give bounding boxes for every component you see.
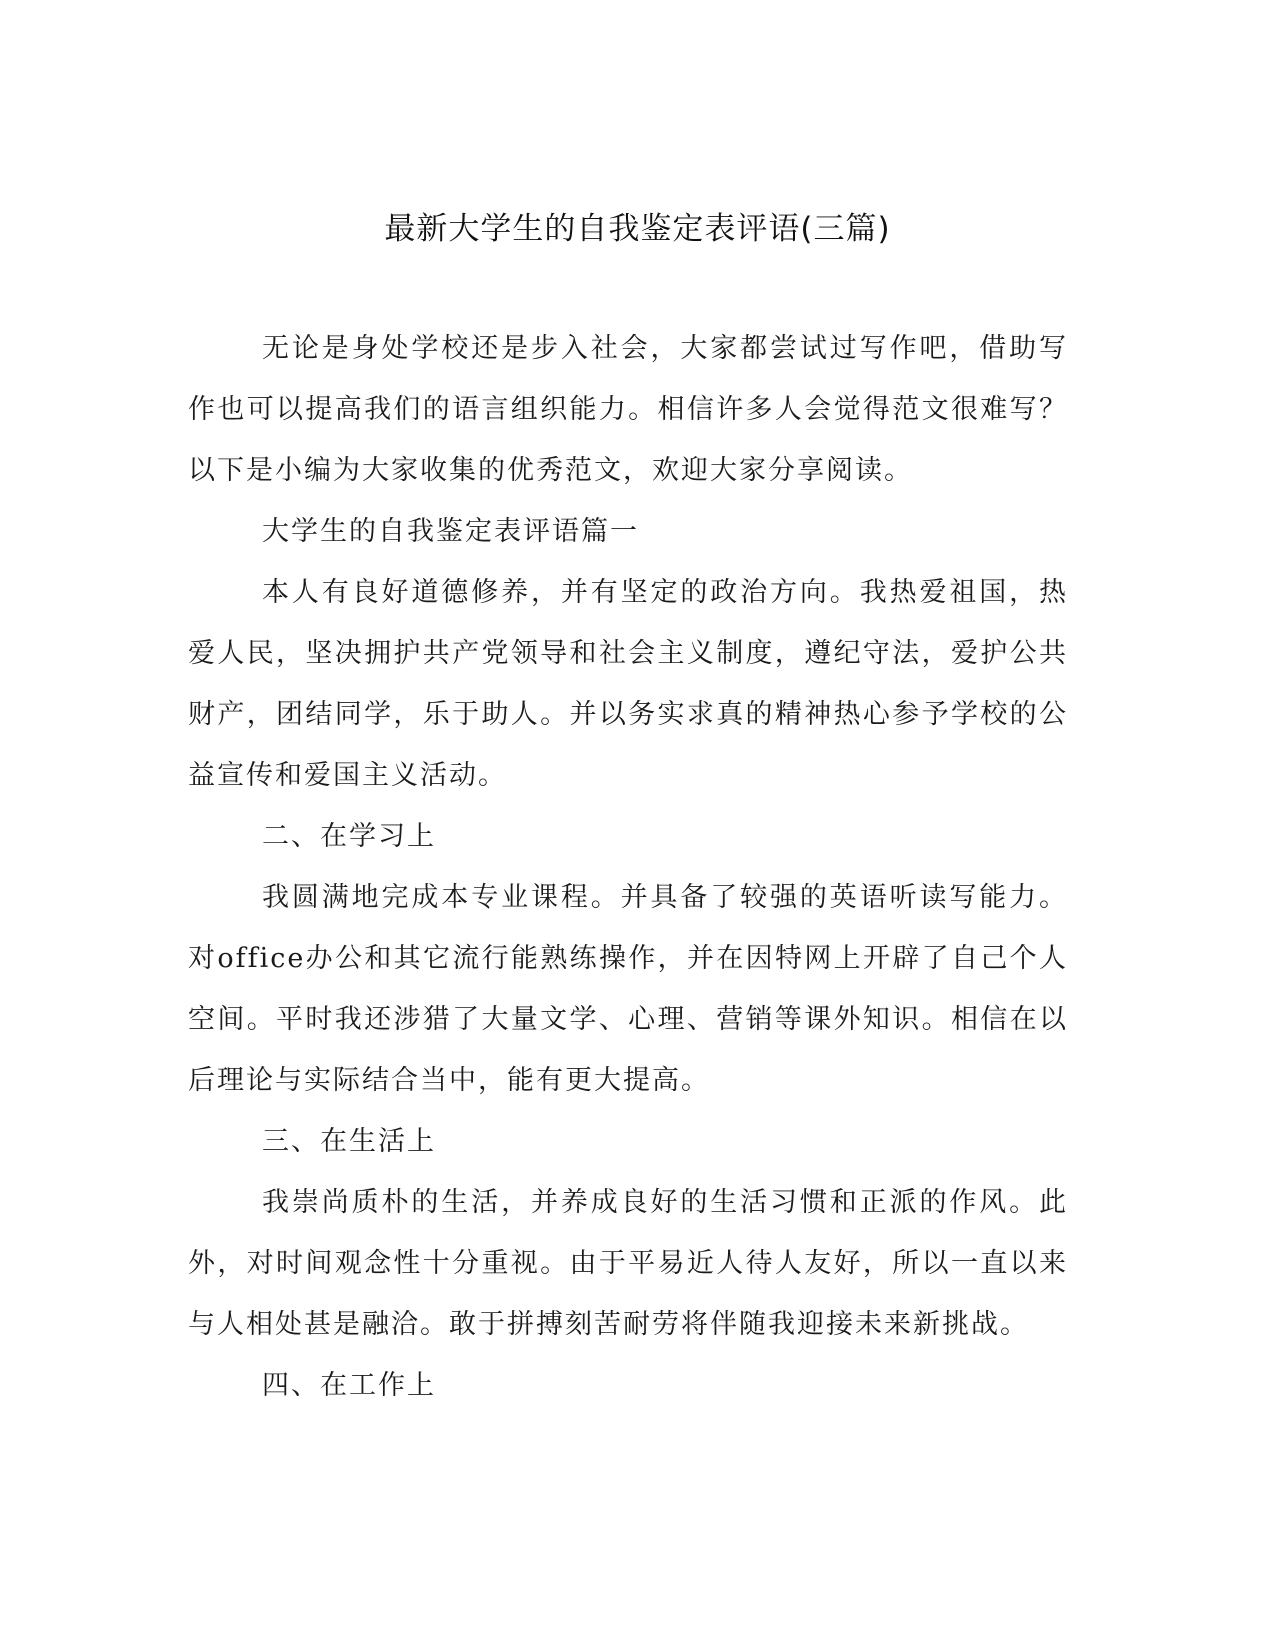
section-heading: 三、在生活上 — [262, 1126, 436, 1157]
section-heading: 四、在工作上 — [262, 1370, 436, 1401]
intro-paragraph: 无论是身处学校还是步入社会，大家都尝试过写作吧，借助写作也可以提高我们的语言组织能力。相信许多人会觉得范文很难写？以下是小编为大家收集的优秀范文，欢迎大家分享阅读。 — [188, 333, 1068, 486]
section-heading: 大学生的自我鉴定表评语篇一 — [262, 516, 639, 547]
document-body — [188, 318, 1068, 1416]
body-paragraph: 我崇尚质朴的生活，并养成良好的生活习惯和正派的作风。此外，对时间观念性十分重视。由于平易近人待人友好，所以一直以来与人相处甚是融洽。敢于拼搏刻苦耐劳将伴随我迎接未来新挑战。 — [188, 1187, 1068, 1340]
body-paragraph: 本人有良好道德修养，并有坚定的政治方向。我热爱祖国，热爱人民，坚决拥护共产党领导和社会主义制度，遵纪守法，爱护公共财产，团结同学，乐于助人。并以务实求真的精神热心参予学校的公益宣传和爱国主义活动。 — [188, 577, 1068, 791]
section-heading: 二、在学习上 — [262, 821, 436, 852]
document-title: 最新大学生的自我鉴定表评语(三篇) — [384, 211, 891, 247]
body-paragraph: 我圆满地完成本专业课程。并具备了较强的英语听读写能力。对office办公和其它流行能熟练操作，并在因特网上开辟了自己个人空间。平时我还涉猎了大量文学、心理、营销等课外知识。相信在以后理论与实际结合当中，能有更大提高。 — [188, 882, 1068, 1096]
